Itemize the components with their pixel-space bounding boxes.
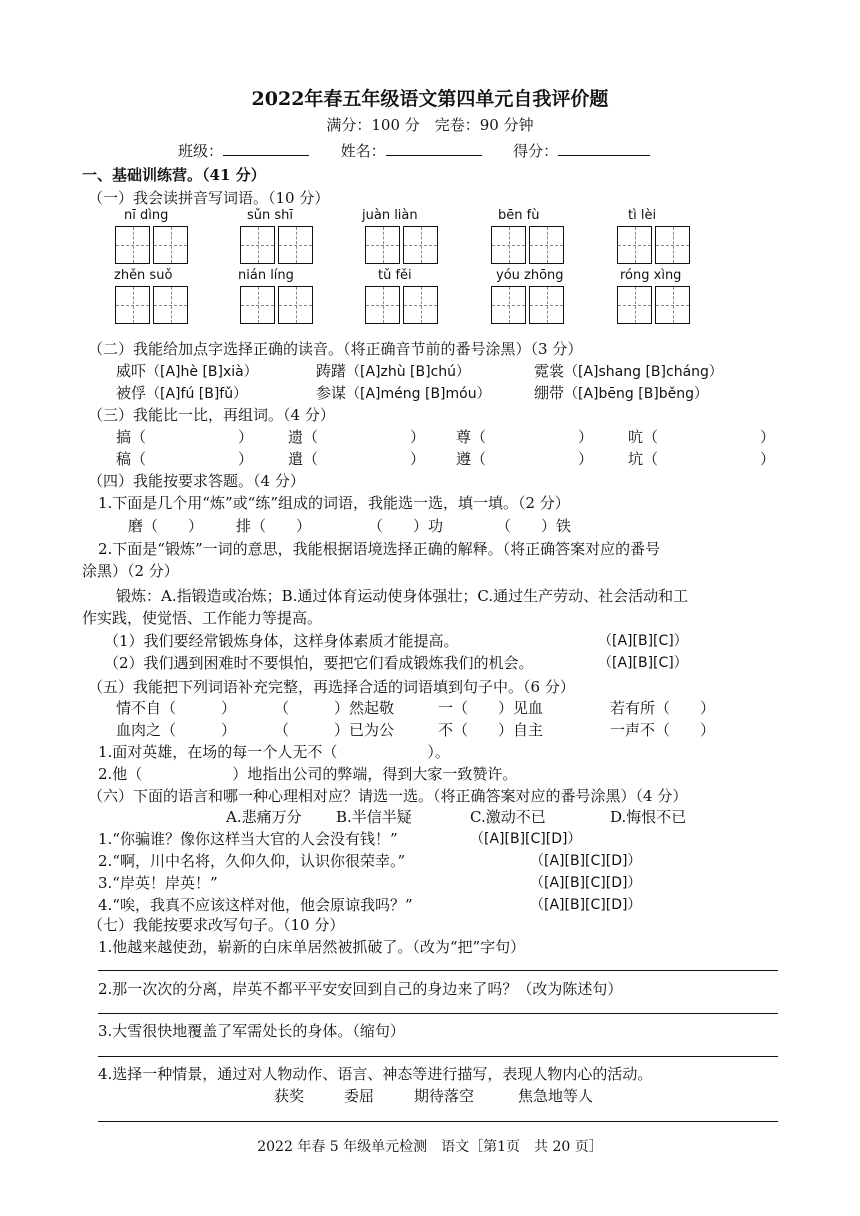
- q4-part2-cont: 涂黑）（2 分）: [82, 562, 179, 580]
- pinyin-label: zhěn suǒ: [114, 268, 173, 283]
- character-grid[interactable]: [617, 226, 693, 264]
- pinyin-label: juàn liàn: [362, 208, 418, 223]
- idiom-item[interactable]: （ ）然起敬: [274, 699, 395, 717]
- mood-option: D.悔恨不已: [610, 808, 687, 826]
- pron-item: 踌躇（[A]zhù [B]chú）: [316, 362, 471, 380]
- compare-item[interactable]: 稿（ ）: [116, 450, 254, 468]
- character-grid[interactable]: [491, 286, 567, 324]
- fill-sentence[interactable]: 2.他（ ）地指出公司的弊端，得到大家一致赞许。: [98, 765, 518, 783]
- character-grid[interactable]: [365, 226, 441, 264]
- mood-option: C.激动不已: [470, 808, 546, 826]
- pinyin-label: sǔn shī: [247, 208, 294, 223]
- pinyin-label: nī dìng: [124, 208, 169, 223]
- pron-item: 威吓（[A]hè [B]xià）: [116, 362, 258, 380]
- name-field[interactable]: [386, 141, 482, 156]
- pinyin-label: yóu zhōng: [496, 268, 564, 283]
- fill-item[interactable]: （ ）铁: [496, 517, 572, 535]
- compare-item[interactable]: 遵（ ）: [456, 450, 594, 468]
- idiom-item[interactable]: 一声不（ ）: [610, 721, 716, 739]
- character-grid[interactable]: [365, 286, 441, 324]
- q3-title: （三）我能比一比，再组词。（4 分）: [88, 406, 335, 424]
- fill-item[interactable]: （ ）功: [368, 517, 444, 535]
- scene-option: 期待落空: [414, 1087, 475, 1105]
- mood-option: A.悲痛万分: [226, 808, 302, 826]
- q4-part1: 1.下面是几个用“炼”或“练”组成的词语，我能选一选，填一填。（2 分）: [98, 494, 570, 512]
- character-grid[interactable]: [617, 286, 693, 324]
- answer-line[interactable]: [98, 1056, 778, 1057]
- class-label: 班级：: [178, 142, 224, 160]
- compare-item[interactable]: 搞（ ）: [116, 428, 254, 446]
- pinyin-label: róng xìng: [620, 268, 682, 283]
- sentence: （2）我们遇到困难时不要惧怕，要把它们看成锻炼我们的机会。: [104, 654, 534, 672]
- answer-options[interactable]: （[A][B][C][D]）: [530, 853, 642, 869]
- idiom-item[interactable]: 一（ ）见血: [438, 699, 544, 717]
- score-field[interactable]: [558, 141, 650, 156]
- pinyin-label: nián líng: [238, 268, 294, 283]
- idiom-item[interactable]: 不（ ）自主: [438, 721, 544, 739]
- q1-title: （一）我会读拼音写词语。（10 分）: [88, 189, 330, 207]
- q5-title: （五）我能把下列词语补充完整，再选择合适的词语填到句子中。（6 分）: [88, 678, 575, 696]
- quote-item: 1.“你骗谁？像你这样当大官的人会没有钱！”: [98, 830, 398, 848]
- character-grid[interactable]: [115, 286, 191, 324]
- scene-option: 委屈: [344, 1087, 375, 1105]
- answer-line[interactable]: [98, 1121, 778, 1122]
- pinyin-label: tǔ fěi: [378, 268, 412, 283]
- q4-part2: 2.下面是“锻炼”一词的意思，我能根据语境选择正确的解释。（将正确答案对应的番号: [98, 540, 661, 558]
- name-label: 姓名：: [340, 142, 386, 160]
- q2-title: （二）我能给加点字选择正确的读音。（将正确音节前的番号涂黑）（3 分）: [88, 340, 583, 358]
- mood-option: B.半信半疑: [336, 808, 412, 826]
- q4-title: （四）我能按要求答题。（4 分）: [88, 472, 305, 490]
- pinyin-label: tì lèi: [628, 208, 657, 223]
- pron-item: 霓裳（[A]shang [B]cháng）: [534, 362, 723, 380]
- idiom-item[interactable]: 情不自（ ）: [116, 699, 237, 717]
- character-grid[interactable]: [491, 226, 567, 264]
- compare-item[interactable]: 遣（ ）: [288, 450, 426, 468]
- character-grid[interactable]: [240, 286, 316, 324]
- answer-line[interactable]: [98, 970, 778, 971]
- scene-option: 获奖: [274, 1087, 305, 1105]
- page-title: 2022年春五年级语文第四单元自我评价题: [251, 88, 609, 110]
- character-grid[interactable]: [240, 226, 316, 264]
- rewrite-item: 2.那一次次的分离，岸英不都平平安安回到自己的身边来了吗？（改为陈述句）: [98, 980, 623, 998]
- quote-item: 3.“岸英！岸英！”: [98, 874, 218, 892]
- q7-title: （七）我能按要求改写句子。（10 分）: [88, 916, 345, 934]
- quote-item: 2.“啊，川中名将，久仰久仰，认识你很荣幸。”: [98, 852, 406, 870]
- pron-item: 绷带（[A]bēng [B]běng）: [534, 384, 709, 402]
- answer-options[interactable]: （[A][B][C][D]）: [530, 897, 642, 913]
- answer-options[interactable]: （[A][B][C][D]）: [530, 875, 642, 891]
- answer-options[interactable]: （[A][B][C]）: [598, 655, 688, 671]
- pron-item: 参谋（[A]méng [B]móu）: [316, 384, 491, 402]
- pinyin-label: bēn fù: [498, 208, 540, 223]
- answer-options[interactable]: （[A][B][C]）: [598, 633, 688, 649]
- page-footer: 2022 年春 5 年级单元检测 语文［第1页 共 20 页］: [257, 1139, 603, 1155]
- sentence: （1）我们要经常锻炼身体，这样身体素质才能提高。: [104, 632, 459, 650]
- character-grid[interactable]: [115, 226, 191, 264]
- definition: 锻炼：A.指锻造或冶炼；B.通过体育运动使身体强壮；C.通过生产劳动、社会活动和工: [116, 587, 689, 605]
- definition-cont: 作实践，使觉悟、工作能力等提高。: [82, 609, 323, 627]
- class-field[interactable]: [223, 141, 309, 156]
- scene-option: 焦急地等人: [518, 1087, 594, 1105]
- quote-item: 4.“唉，我真不应该这样对他，他会原谅我吗？”: [98, 896, 413, 914]
- compare-item[interactable]: 遗（ ）: [288, 428, 426, 446]
- compare-item[interactable]: 吭（ ）: [628, 428, 776, 446]
- answer-options[interactable]: （[A][B][C][D]）: [470, 831, 582, 847]
- rewrite-item: 1.他越来越使劲，崭新的白床单居然被抓破了。（改为“把”字句）: [98, 938, 526, 956]
- idiom-item[interactable]: （ ）已为公: [274, 721, 395, 739]
- score-time: 满分：100 分 完卷：90 分钟: [326, 116, 534, 134]
- compare-item[interactable]: 尊（ ）: [456, 428, 594, 446]
- fill-item[interactable]: 磨（ ）: [128, 517, 204, 535]
- score-label: 得分：: [513, 142, 559, 160]
- student-info: [178, 140, 650, 161]
- fill-item[interactable]: 排（ ）: [236, 517, 312, 535]
- pron-item: 被俘（[A]fú [B]fǔ）: [116, 384, 248, 402]
- q6-title: （六）下面的语言和哪一种心理相对应？请选一选。（将正确答案对应的番号涂黑）（4 分）: [88, 787, 688, 805]
- rewrite-item: 3.大雪很快地覆盖了军需处长的身体。（缩句）: [98, 1022, 405, 1040]
- fill-sentence[interactable]: 1.面对英雄，在场的每一个人无不（ ）。: [98, 743, 450, 761]
- idiom-item[interactable]: 若有所（ ）: [610, 699, 716, 717]
- idiom-item[interactable]: 血肉之（ ）: [116, 721, 237, 739]
- section-1-title: 一、基础训练营。（41 分）: [82, 166, 266, 184]
- rewrite-item: 4.选择一种情景，通过对人物动作、语言、神态等进行描写，表现人物内心的活动。: [98, 1065, 653, 1083]
- compare-item[interactable]: 坑（ ）: [628, 450, 776, 468]
- answer-line[interactable]: [98, 1013, 778, 1014]
